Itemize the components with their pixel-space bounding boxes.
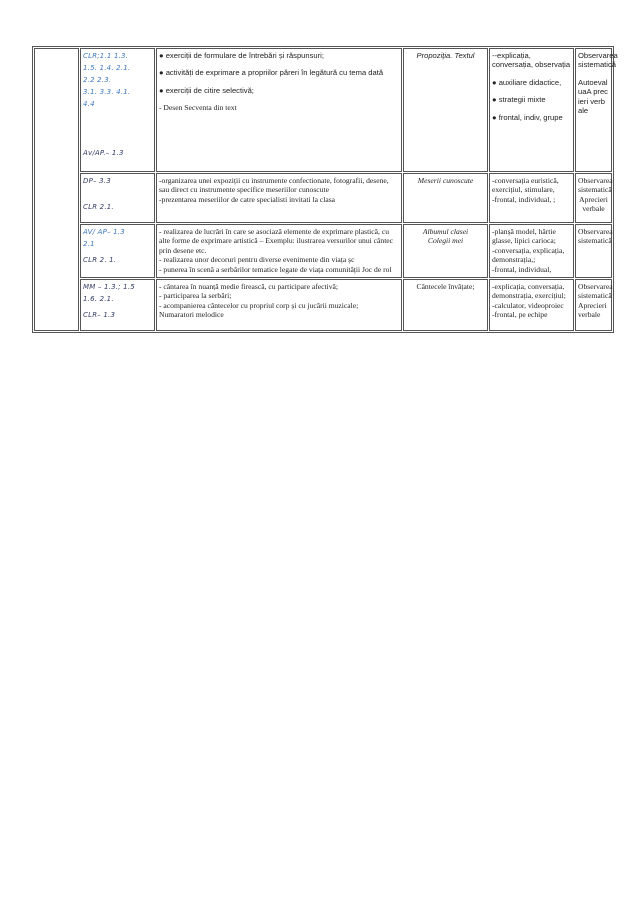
method-item: ● auxiliare didactice, xyxy=(492,78,571,87)
evaluation-item: Aprecieri verbale xyxy=(579,194,608,214)
method-item: -frontal, individual, xyxy=(492,264,552,274)
evaluation-item: Observarea sistematică xyxy=(578,51,618,70)
table-row xyxy=(34,173,612,223)
table-row xyxy=(34,279,612,331)
competencies-cell xyxy=(80,224,155,278)
methods-cell xyxy=(489,224,574,278)
competency-codes-integrated: CLR– 1.3 xyxy=(83,310,116,319)
evaluation-item: Observarea sistematică xyxy=(578,282,613,301)
method-item: -planșă model, hârtie glasse, lipici carioca; xyxy=(492,227,556,246)
activity-item: - realizarea de lucrări în care se asociază elemente de exprimare plastică, cu alte forme de exprimare artistică – Exemplu: ilustrarea versurilor unui cântec prin desene etc. xyxy=(159,227,394,255)
competency-codes: MM – 1.3.; 1.5 xyxy=(83,283,135,291)
content-title: Cântecele învățate; xyxy=(416,282,475,291)
content-subtitle: Colegii mei xyxy=(427,236,464,246)
activity-item: ● exerciții de formulare de întrebări și răspunsuri; xyxy=(159,51,399,60)
competency-codes-integrated: CLR 2. 1. xyxy=(83,255,117,264)
competency-codes: 4.4 xyxy=(83,99,95,108)
content-cell xyxy=(403,279,488,331)
competency-codes: 2.1 xyxy=(83,239,95,248)
method-item: -conversația euristică, exercițiul, stimulare, xyxy=(492,176,559,195)
table-row xyxy=(34,48,612,172)
activity-item: -organizarea unei expoziții cu instrumente confectionate, fotografii, desene, sau direct cu instrumente specifice meseriilor cunoscute xyxy=(159,176,389,195)
activity-item: - Desen Secventa din text xyxy=(159,103,237,113)
activity-item: - participarea la serbări; xyxy=(159,291,232,301)
activity-item: Numaratori melodice xyxy=(159,310,224,320)
content-title: Propoziția. Textul xyxy=(416,51,475,60)
competencies-cell xyxy=(80,173,155,223)
competency-codes: CLR;1.1 1.3. xyxy=(83,52,129,60)
competencies-cell xyxy=(80,48,155,172)
method-item: -frontal, pe echipe xyxy=(492,310,548,320)
activities-cell xyxy=(156,48,402,172)
methods-cell xyxy=(489,173,574,223)
competency-codes-integrated: Av/AP.– 1.3 xyxy=(83,149,124,158)
method-item: --explicația, conversația, observația xyxy=(492,51,571,70)
lesson-plan-table xyxy=(32,46,618,333)
method-item: ● strategii mixte xyxy=(492,95,571,104)
method-item: ● frontal, indiv, grupe xyxy=(492,113,571,122)
content-cell xyxy=(403,48,488,172)
table-row xyxy=(34,224,612,278)
activity-item: ● exerciții de citire selectivă; xyxy=(159,86,399,95)
evaluation-cell xyxy=(575,279,612,331)
evaluation-item: AutoevaluaA precieri verbale xyxy=(578,77,608,116)
activities-cell xyxy=(156,224,402,278)
competency-codes: 1.6. 2.1. xyxy=(83,294,114,303)
activity-item: - cântarea în nuanță medie firească, cu participare afectivă; xyxy=(159,282,338,291)
evaluation-item: Aprecieri verbale xyxy=(578,300,607,320)
day-cell xyxy=(34,48,79,331)
activity-item: ● activități de exprimare a propriilor păreri în legătură cu tema dată xyxy=(159,68,399,77)
activity-item: - acompanierea cântecelor cu propriul corp și cu jucării muzicale; xyxy=(159,300,359,310)
methods-cell xyxy=(489,48,574,172)
competency-codes: 1.5. 1.4. 2.1. xyxy=(83,63,131,72)
activities-cell xyxy=(156,173,402,223)
evaluation-cell xyxy=(575,224,612,278)
content-cell xyxy=(403,173,488,223)
competency-codes: DP– 3.3 xyxy=(83,177,111,185)
content-title: Albumul clasei xyxy=(422,227,469,236)
competency-codes: 2.2 2.3. xyxy=(83,75,112,84)
content-cell xyxy=(403,224,488,278)
activity-item: -prezentarea meseriilor de catre specialisti invitati la clasa xyxy=(159,194,336,204)
evaluation-item: Observarea sistematică xyxy=(578,176,613,195)
lesson-plan-sheet xyxy=(32,46,618,333)
competency-codes: AV/ AP– 1.3 xyxy=(83,228,125,236)
methods-cell xyxy=(489,279,574,331)
content-title: Meserii cunoscute xyxy=(417,176,474,185)
competency-codes: 3.1. 3.3. 4.1. xyxy=(83,87,131,96)
competencies-cell xyxy=(80,279,155,331)
activities-cell xyxy=(156,279,402,331)
activity-item: - punerea în scenă a serbărilor tematice legate de viața comunității Joc de rol xyxy=(159,264,392,274)
evaluation-cell xyxy=(575,48,618,172)
evaluation-cell xyxy=(575,173,612,223)
activity-item: - realizarea unor decoruri pentru diverse evenimente din viața șc xyxy=(159,255,355,265)
method-item: -frontal, individual, ; xyxy=(492,194,556,204)
method-item: -calculator, videoproiec xyxy=(492,300,564,310)
method-item: -conversația, explicația, demonstrația,; xyxy=(492,245,565,265)
method-item: -explicația, conversația, demonstrația, exercițiul; xyxy=(492,282,566,301)
evaluation-item: Observarea sistematică xyxy=(578,227,613,246)
competency-codes-integrated: CLR 2.1. xyxy=(83,202,114,211)
